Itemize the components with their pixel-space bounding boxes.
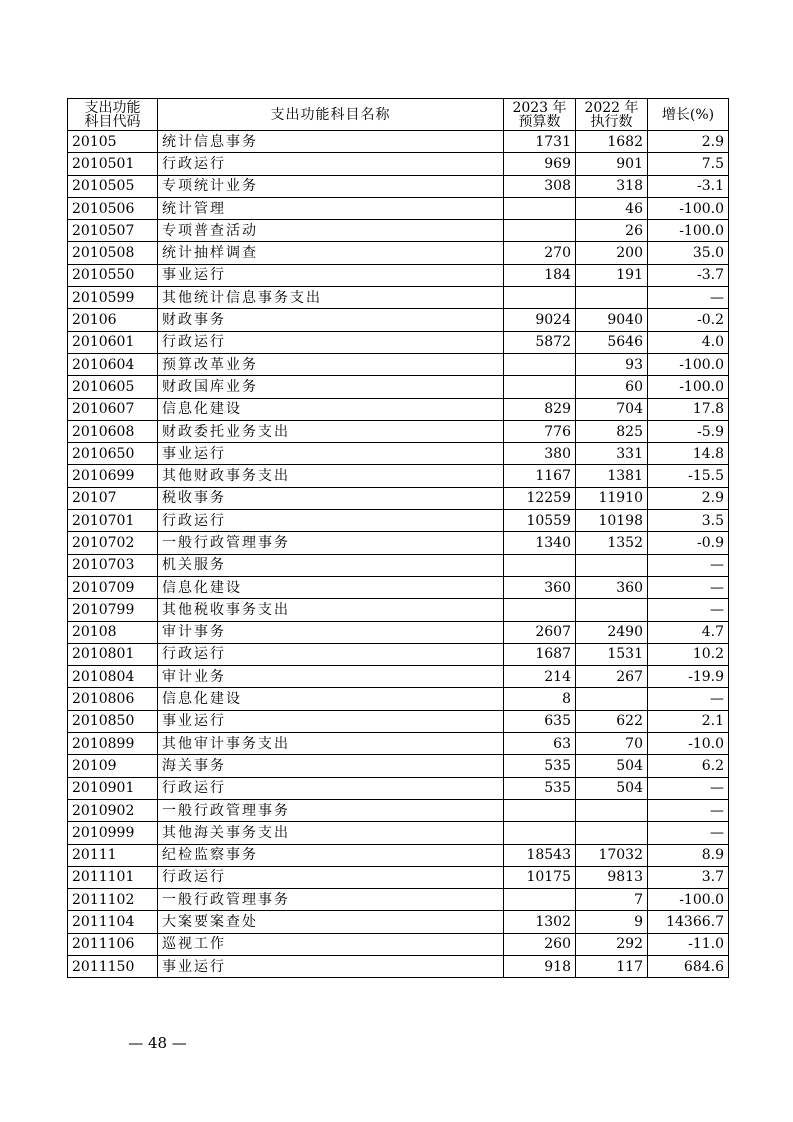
row-growth: — [648, 599, 729, 621]
row-name: 行政运行 [158, 331, 504, 353]
row-code: 2010505 [68, 175, 158, 197]
row-code: 2010806 [68, 688, 158, 710]
row-budget-2023 [504, 376, 576, 398]
row-growth: 4.0 [648, 331, 729, 353]
table-row [68, 532, 729, 554]
row-name: 专项普查活动 [158, 220, 504, 242]
row-exec-2022 [576, 822, 648, 844]
row-name: 其他财政事务支出 [158, 465, 504, 487]
table-body [68, 131, 729, 978]
row-budget-2023 [504, 353, 576, 375]
table-row [68, 576, 729, 598]
table-header [68, 99, 729, 131]
row-name: 其他税收事务支出 [158, 599, 504, 621]
row-exec-2022: 17032 [576, 844, 648, 866]
row-growth: 35.0 [648, 242, 729, 264]
header-budget-2023 [504, 99, 576, 131]
row-exec-2022 [576, 554, 648, 576]
row-name: 行政运行 [158, 153, 504, 175]
row-exec-2022 [576, 287, 648, 309]
row-budget-2023: 1340 [504, 532, 576, 554]
table-row [68, 331, 729, 353]
header-code-line2: 科目代码 [84, 113, 141, 130]
row-budget-2023: 969 [504, 153, 576, 175]
row-growth: 3.5 [648, 510, 729, 532]
table-row [68, 777, 729, 799]
row-budget-2023: 776 [504, 420, 576, 442]
row-name: 审计事务 [158, 621, 504, 643]
row-growth: — [648, 777, 729, 799]
row-exec-2022 [576, 688, 648, 710]
row-budget-2023: 10175 [504, 866, 576, 888]
row-code: 2010901 [68, 777, 158, 799]
row-growth: -0.9 [648, 532, 729, 554]
row-budget-2023 [504, 889, 576, 911]
table-row [68, 153, 729, 175]
row-name: 行政运行 [158, 510, 504, 532]
row-budget-2023 [504, 554, 576, 576]
table-row [68, 264, 729, 286]
row-exec-2022: 70 [576, 733, 648, 755]
row-growth: -5.9 [648, 420, 729, 442]
header-row [68, 99, 729, 131]
row-code: 2010508 [68, 242, 158, 264]
row-name: 事业运行 [158, 955, 504, 977]
row-exec-2022 [576, 799, 648, 821]
row-name: 其他统计信息事务支出 [158, 287, 504, 309]
row-exec-2022: 2490 [576, 621, 648, 643]
row-growth: 7.5 [648, 153, 729, 175]
row-budget-2023: 184 [504, 264, 576, 286]
row-code: 2010709 [68, 576, 158, 598]
row-budget-2023: 5872 [504, 331, 576, 353]
row-growth: -15.5 [648, 465, 729, 487]
row-growth: 6.2 [648, 755, 729, 777]
row-growth: -3.7 [648, 264, 729, 286]
row-budget-2023: 1687 [504, 643, 576, 665]
row-exec-2022: 200 [576, 242, 648, 264]
row-name: 事业运行 [158, 443, 504, 465]
row-code: 2010701 [68, 510, 158, 532]
row-name: 一般行政管理事务 [158, 799, 504, 821]
row-exec-2022: 9040 [576, 309, 648, 331]
row-name: 专项统计业务 [158, 175, 504, 197]
table-row [68, 955, 729, 977]
row-budget-2023: 8 [504, 688, 576, 710]
row-code: 2011101 [68, 866, 158, 888]
row-code: 2011104 [68, 911, 158, 933]
row-name: 预算改革业务 [158, 353, 504, 375]
table-row [68, 287, 729, 309]
row-name: 统计管理 [158, 197, 504, 219]
table-row [68, 353, 729, 375]
row-growth: 4.7 [648, 621, 729, 643]
row-name: 信息化建设 [158, 688, 504, 710]
row-code: 20106 [68, 309, 158, 331]
row-budget-2023: 18543 [504, 844, 576, 866]
header-budget-line1: 2023 年 [512, 99, 567, 116]
row-exec-2022: 10198 [576, 510, 648, 532]
table-row [68, 197, 729, 219]
row-name: 机关服务 [158, 554, 504, 576]
row-budget-2023: 9024 [504, 309, 576, 331]
row-budget-2023: 10559 [504, 510, 576, 532]
row-exec-2022: 26 [576, 220, 648, 242]
row-budget-2023: 635 [504, 710, 576, 732]
table-row [68, 465, 729, 487]
row-code: 2011150 [68, 955, 158, 977]
row-budget-2023: 260 [504, 933, 576, 955]
row-exec-2022: 331 [576, 443, 648, 465]
row-name: 财政国库业务 [158, 376, 504, 398]
table-row [68, 131, 729, 153]
row-name: 纪检监察事务 [158, 844, 504, 866]
row-growth: 2.9 [648, 131, 729, 153]
row-exec-2022: 504 [576, 755, 648, 777]
header-budget-line2: 预算数 [518, 113, 561, 130]
row-code: 20107 [68, 487, 158, 509]
row-growth: 3.7 [648, 866, 729, 888]
row-exec-2022: 292 [576, 933, 648, 955]
row-exec-2022: 901 [576, 153, 648, 175]
row-exec-2022: 1682 [576, 131, 648, 153]
table-row [68, 242, 729, 264]
row-name: 审计业务 [158, 666, 504, 688]
row-exec-2022: 11910 [576, 487, 648, 509]
row-code: 20108 [68, 621, 158, 643]
row-name: 财政委托业务支出 [158, 420, 504, 442]
row-name: 统计抽样调查 [158, 242, 504, 264]
table-row [68, 599, 729, 621]
row-budget-2023: 12259 [504, 487, 576, 509]
row-growth: -19.9 [648, 666, 729, 688]
table-row [68, 420, 729, 442]
row-exec-2022: 318 [576, 175, 648, 197]
row-name: 巡视工作 [158, 933, 504, 955]
row-exec-2022: 117 [576, 955, 648, 977]
row-name: 信息化建设 [158, 576, 504, 598]
row-budget-2023 [504, 822, 576, 844]
row-name: 大案要案查处 [158, 911, 504, 933]
row-growth: 14.8 [648, 443, 729, 465]
table-row [68, 220, 729, 242]
header-code [68, 99, 158, 131]
table-row [68, 755, 729, 777]
row-name: 其他海关事务支出 [158, 822, 504, 844]
header-code-line1: 支出功能 [84, 99, 141, 116]
row-code: 2010699 [68, 465, 158, 487]
row-name: 行政运行 [158, 643, 504, 665]
row-growth: 684.6 [648, 955, 729, 977]
row-budget-2023: 360 [504, 576, 576, 598]
row-budget-2023: 829 [504, 398, 576, 420]
table-row [68, 643, 729, 665]
table-row [68, 710, 729, 732]
row-code: 20109 [68, 755, 158, 777]
row-budget-2023: 308 [504, 175, 576, 197]
table-row [68, 889, 729, 911]
row-exec-2022: 5646 [576, 331, 648, 353]
row-budget-2023: 918 [504, 955, 576, 977]
table-row [68, 933, 729, 955]
row-budget-2023 [504, 197, 576, 219]
row-growth: 10.2 [648, 643, 729, 665]
row-growth: — [648, 822, 729, 844]
row-name: 行政运行 [158, 866, 504, 888]
budget-table [67, 98, 729, 978]
table-row [68, 376, 729, 398]
row-name: 其他审计事务支出 [158, 733, 504, 755]
table-row [68, 688, 729, 710]
row-code: 2010703 [68, 554, 158, 576]
row-growth: 2.1 [648, 710, 729, 732]
row-name: 一般行政管理事务 [158, 532, 504, 554]
row-code: 20111 [68, 844, 158, 866]
row-name: 海关事务 [158, 755, 504, 777]
row-code: 2010804 [68, 666, 158, 688]
row-exec-2022: 360 [576, 576, 648, 598]
row-code: 2010604 [68, 353, 158, 375]
row-name: 信息化建设 [158, 398, 504, 420]
row-code: 2010599 [68, 287, 158, 309]
table-row [68, 822, 729, 844]
row-code: 2010702 [68, 532, 158, 554]
row-budget-2023 [504, 287, 576, 309]
row-code: 2010902 [68, 799, 158, 821]
table-row [68, 487, 729, 509]
row-growth: -0.2 [648, 309, 729, 331]
row-code: 2010506 [68, 197, 158, 219]
row-code: 2010605 [68, 376, 158, 398]
table-row [68, 175, 729, 197]
row-name: 事业运行 [158, 710, 504, 732]
row-exec-2022: 60 [576, 376, 648, 398]
header-exec-line1: 2022 年 [584, 99, 639, 116]
row-exec-2022: 9 [576, 911, 648, 933]
row-growth: 17.8 [648, 398, 729, 420]
row-exec-2022: 825 [576, 420, 648, 442]
row-exec-2022: 7 [576, 889, 648, 911]
row-exec-2022: 267 [576, 666, 648, 688]
row-code: 2011106 [68, 933, 158, 955]
row-budget-2023: 1731 [504, 131, 576, 153]
row-growth: -11.0 [648, 933, 729, 955]
row-growth: — [648, 554, 729, 576]
row-exec-2022: 504 [576, 777, 648, 799]
row-exec-2022: 46 [576, 197, 648, 219]
row-code: 2010501 [68, 153, 158, 175]
row-exec-2022: 93 [576, 353, 648, 375]
row-growth: -100.0 [648, 889, 729, 911]
row-growth: -10.0 [648, 733, 729, 755]
row-code: 2010650 [68, 443, 158, 465]
row-exec-2022: 1381 [576, 465, 648, 487]
row-budget-2023: 1167 [504, 465, 576, 487]
row-budget-2023: 1302 [504, 911, 576, 933]
table-row [68, 309, 729, 331]
row-name: 一般行政管理事务 [158, 889, 504, 911]
row-code: 2010507 [68, 220, 158, 242]
row-growth: -100.0 [648, 197, 729, 219]
table-row [68, 866, 729, 888]
row-name: 财政事务 [158, 309, 504, 331]
header-exec-2022 [576, 99, 648, 131]
row-budget-2023 [504, 799, 576, 821]
row-growth: -100.0 [648, 220, 729, 242]
row-budget-2023: 535 [504, 777, 576, 799]
header-growth: 增长(%) [648, 99, 729, 131]
table-row [68, 911, 729, 933]
row-code: 2010608 [68, 420, 158, 442]
row-exec-2022: 191 [576, 264, 648, 286]
row-growth: — [648, 287, 729, 309]
row-code: 2011102 [68, 889, 158, 911]
row-code: 2010999 [68, 822, 158, 844]
table-row [68, 799, 729, 821]
table-row [68, 844, 729, 866]
row-growth: 14366.7 [648, 911, 729, 933]
row-growth: -100.0 [648, 353, 729, 375]
row-budget-2023: 270 [504, 242, 576, 264]
row-budget-2023: 214 [504, 666, 576, 688]
row-budget-2023: 2607 [504, 621, 576, 643]
row-code: 2010550 [68, 264, 158, 286]
header-exec-line2: 执行数 [590, 113, 633, 130]
row-name: 行政运行 [158, 777, 504, 799]
row-growth: — [648, 688, 729, 710]
row-code: 2010899 [68, 733, 158, 755]
row-exec-2022 [576, 599, 648, 621]
row-growth: -100.0 [648, 376, 729, 398]
row-budget-2023 [504, 599, 576, 621]
row-budget-2023: 535 [504, 755, 576, 777]
row-name: 税收事务 [158, 487, 504, 509]
row-exec-2022: 1352 [576, 532, 648, 554]
row-growth: — [648, 576, 729, 598]
row-name: 事业运行 [158, 264, 504, 286]
row-budget-2023: 380 [504, 443, 576, 465]
table-row [68, 733, 729, 755]
table-row [68, 621, 729, 643]
row-growth: 8.9 [648, 844, 729, 866]
row-exec-2022: 9813 [576, 866, 648, 888]
row-name: 统计信息事务 [158, 131, 504, 153]
row-code: 2010850 [68, 710, 158, 732]
row-exec-2022: 704 [576, 398, 648, 420]
row-code: 2010607 [68, 398, 158, 420]
table-row [68, 554, 729, 576]
header-name: 支出功能科目名称 [158, 99, 504, 131]
row-exec-2022: 622 [576, 710, 648, 732]
row-growth: 2.9 [648, 487, 729, 509]
row-exec-2022: 1531 [576, 643, 648, 665]
table-row [68, 398, 729, 420]
row-code: 20105 [68, 131, 158, 153]
row-budget-2023 [504, 220, 576, 242]
row-code: 2010601 [68, 331, 158, 353]
page-number: — 48 — [128, 1034, 187, 1052]
row-budget-2023: 63 [504, 733, 576, 755]
row-code: 2010799 [68, 599, 158, 621]
table-row [68, 443, 729, 465]
table-row [68, 666, 729, 688]
table-row [68, 510, 729, 532]
row-growth: -3.1 [648, 175, 729, 197]
row-code: 2010801 [68, 643, 158, 665]
row-growth: — [648, 799, 729, 821]
